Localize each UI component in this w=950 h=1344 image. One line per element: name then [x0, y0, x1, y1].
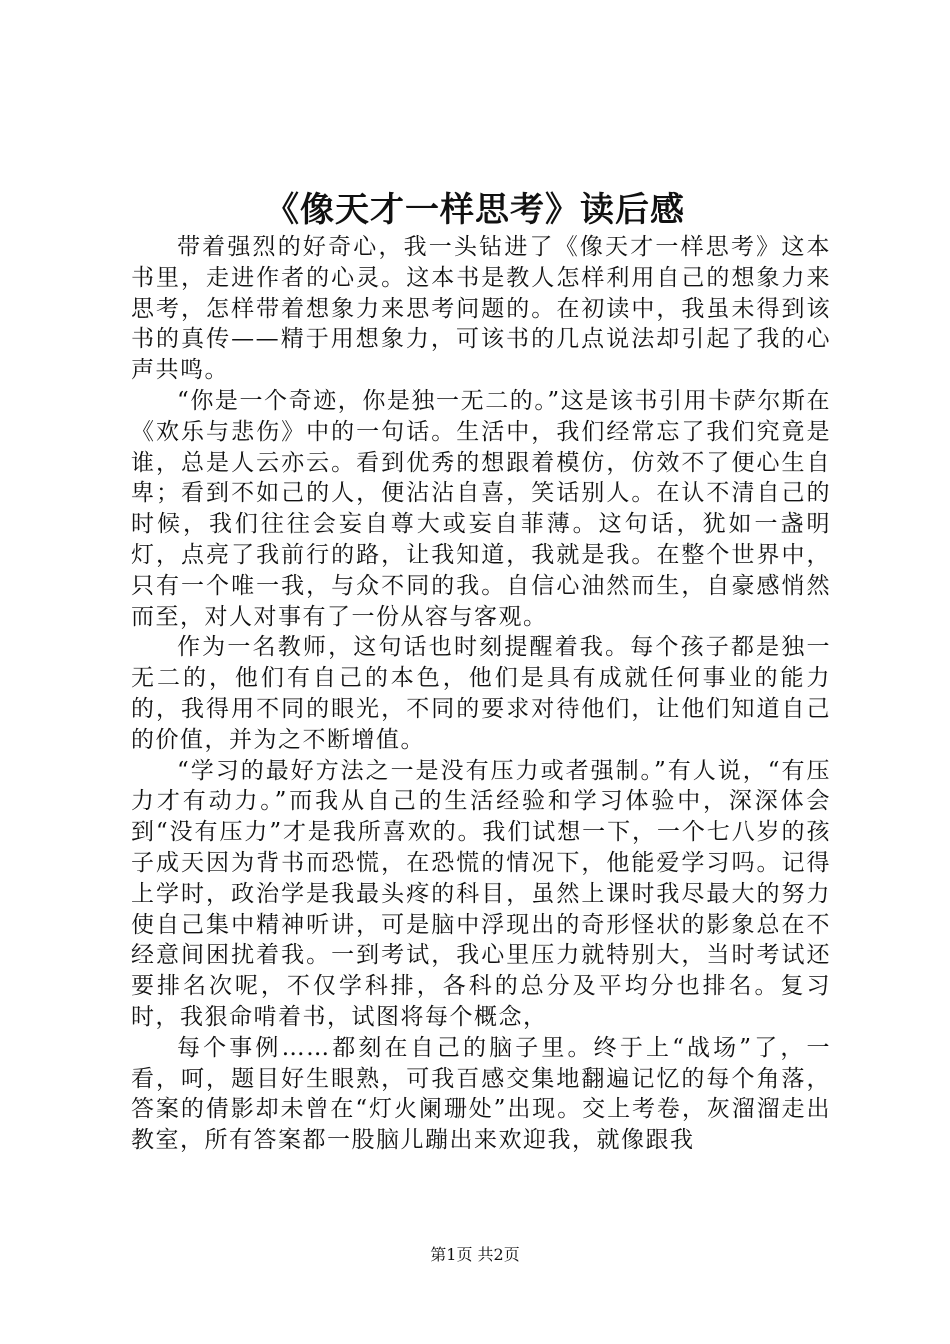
paragraph-4: “学习的最好方法之一是没有压力或者强制。”有人说，“有压力才有动力。”而我从自己的生活经验和学习体验中，深深体会到“没有压力”才是我所喜欢的。我们试想一下，一个七八岁的孩子成天因为背书而恐慌，在恐慌的情况下，他能爱学习吗。记得上学时，政治学是我最头疼的科目，虽然上课时我尽最大的努力使自己集中精神听讲，可是脑中浮现出的奇形怪状的影象总在不经意间困扰着我。一到考试，我心里压力就特别大，当时考试还要排名次呢，不仅学科排，各科的总分及平均分也排名。复习时，我狠命啃着书，试图将每个概念， [131, 757, 831, 1030]
paragraph-5: 每个事例……都刻在自己的脑子里。终于上“战场”了，一看，呵，题目好生眼熟，可我百感交集地翻遍记忆的每个角落，答案的倩影却未曾在“灯火阑珊处”出现。交上考卷，灰溜溜走出教室，所有答案都一股脑儿蹦出来欢迎我，就像跟我 [131, 1034, 831, 1154]
document-title: 《像天才一样思考》读后感 [265, 190, 685, 230]
paragraph-2: “你是一个奇迹，你是独一无二的。”这是该书引用卡萨尔斯在《欢乐与悲伤》中的一句话。生活中，我们经常忘了我们究竟是谁，总是人云亦云。看到优秀的想跟着模仿，仿效不了便心生自卑；看到不如己的人，便沾沾自喜，笑话别人。在认不清自己的时候，我们往往会妄自尊大或妄自菲薄。这句话，犹如一盏明灯，点亮了我前行的路，让我知道，我就是我。在整个世界中，只有一个唯一我，与众不同的我。自信心油然而生，自豪感悄然而至，对人对事有了一份从容与客观。 [131, 387, 831, 630]
paragraph-3: 作为一名教师，这句话也时刻提醒着我。每个孩子都是独一无二的，他们有自己的本色，他们是具有成就任何事业的能力的，我得用不同的眼光，不同的要求对待他们，让他们知道自己的价值，并为之不断增值。 [131, 634, 831, 753]
page-footer: 第1页 共2页 [430, 1245, 520, 1264]
document-body [131, 232, 831, 1156]
paragraph-1: 带着强烈的好奇心，我一头钻进了《像天才一样思考》这本书里，走进作者的心灵。这本书是教人怎样利用自己的想象力来思考，怎样带着想象力来思考问题的。在初读中，我虽未得到该书的真传——精于用想象力，可该书的几点说法却引起了我的心声共鸣。 [131, 234, 831, 384]
